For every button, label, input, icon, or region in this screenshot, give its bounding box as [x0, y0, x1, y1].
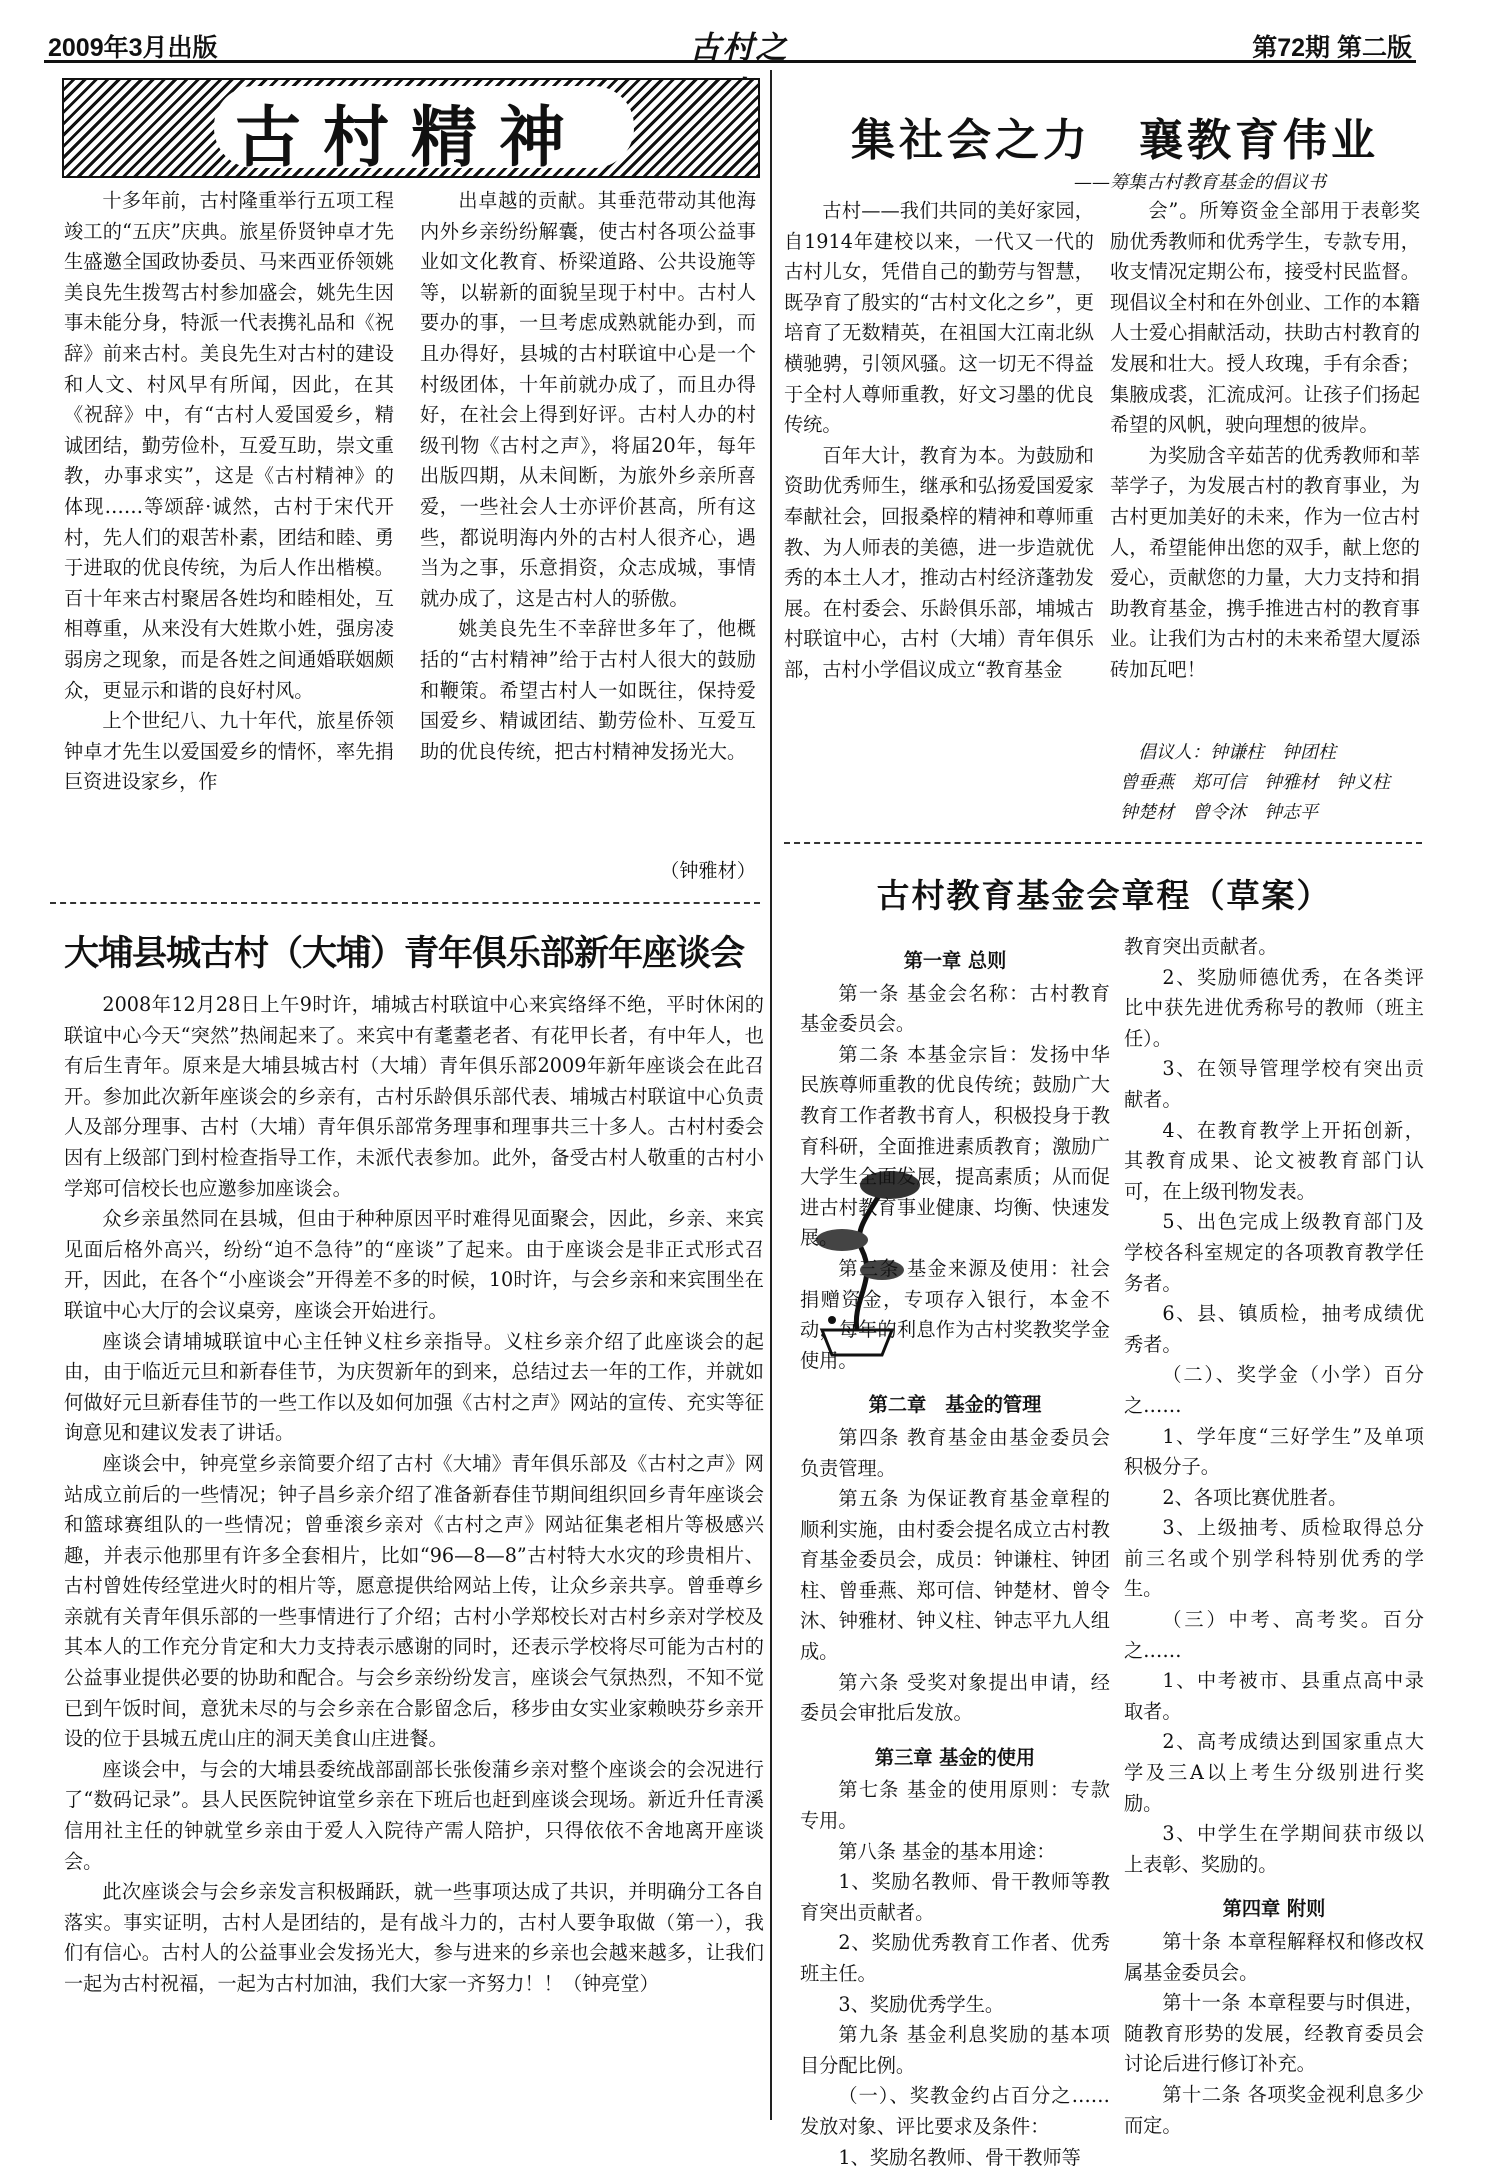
charter-item: 第五条 为保证教育基金章程的顺利实施，由村委会提名成立古村教育基金委员会，成员：钟谦柱、钟团柱、曾垂燕、郑可信、钟楚材、曾令沐、钟雅材、钟义柱、钟志平九人组成。 — [800, 1487, 1110, 1664]
charter-item: 第九条 基金利息奖励的基本项目分配比例。 — [800, 2023, 1110, 2077]
paragraph: 众乡亲虽然同在县城，但由于种种原因平时难得见面聚会，因此，乡亲、来宾见面后格外高兴，纷纷“迫不急待”的“座谈”了起来。由于座谈会是非正式形式召开，因此，在各个“小座谈会”开得差不多的时候，10时许，与会乡亲和来宾围坐在联谊中心大厅的会议桌旁，座谈会开始进行。 — [64, 1207, 764, 1322]
charter-item: 第二章 基金的管理 — [868, 1393, 1042, 1417]
charter-item: 第七条 基金的使用原则：专款专用。 — [800, 1778, 1110, 1833]
issue-number: 第72期 第二版 — [1252, 34, 1412, 62]
initiators-line-2: 曾垂燕 郑可信 钟雅材 钟义柱 — [1120, 772, 1390, 793]
charter-item: 3、上级抽考、质检取得总分前三名或个别学科特别优秀的学生。 — [1124, 1516, 1424, 1601]
initiators-line-3: 钟楚材 曾令沐 钟志平 — [1120, 802, 1318, 823]
charter-item: （二）、奖学金（小学）百分之…… — [1124, 1363, 1424, 1417]
paragraph: 座谈会中，与会的大埔县委统战部副部长张俊蒲乡亲对整个座谈会的会况进行了“数码记录”。县人民医院钟谊堂乡亲在下班后也赶到座谈会现场。新近升任青溪信用社主任的钟就堂乡亲由于爱人入院待产需人陪护，只得依依不舍地离开座谈会。 — [64, 1757, 764, 1873]
charter-item: 第六条 受奖对象提出申请，经委员会审批后发放。 — [800, 1670, 1110, 1725]
section-divider — [784, 842, 1422, 846]
paragraph: 2008年12月28日上午9时许，埔城古村联谊中心来宾络绎不绝，平时休闲的联谊中心今天“突然”热闹起来了。来宾中有耄耋老者、有花甲长者，有中年人，也有后生青年。原来是大埔县城古村（大埔）青年俱乐部2009年新年座谈会在此召开。参加此次新年座谈会的乡亲有，古村乐龄俱乐部代表、埔城古村联谊中心负责人及部分理事、古村（大埔）青年俱乐部常务理事和理事共三十多人。古村村委会因有上级部门到村检查指导工作，未派代表参加。此外，备受古村人敬重的古村小学郑可信校长也应邀参加座谈会。 — [64, 993, 764, 1200]
charter-item: 第二条 本基金宗旨：发扬中华民族尊师重教的优良传统；鼓励广大教育工作者教书育人，积极投身于教育科研，全面推进素质教育；激励广大学生全面发展，提高素质；从而促进古村教育事业健康、均衡、快速发展。 — [800, 1042, 1110, 1250]
charter-item: 3、在领导管理学校有突出贡献者。 — [1124, 1057, 1424, 1111]
charter-column-1 — [800, 932, 1110, 2173]
forum-signature: （钟亮堂） — [562, 1972, 659, 1995]
charter-item: 1、中考被市、县重点高中录取者。 — [1124, 1669, 1424, 1723]
charter-item: 2、高考成绩达到国家重点大学及三A以上考生分级别进行奖励。 — [1124, 1730, 1424, 1815]
column-divider — [770, 70, 772, 2120]
paragraph: 为奖励含辛茹苦的优秀教师和莘莘学子，为发展古村的教育事业，为古村更加美好的未来，作为一位古村人，希望能伸出您的双手，献上您的爱心，贡献您的力量，大力支持和捐助教育基金，携手推进古村的教育事业。让我们为古村的未来希望大厦添砖加瓦吧！ — [1110, 443, 1420, 681]
charter-item: 教育突出贡献者。 — [1124, 935, 1278, 958]
charter-item: 第三章 基金的使用 — [874, 1745, 1036, 1769]
charter-item: 1、奖励名教师、骨干教师等 — [838, 2145, 1081, 2169]
charter-item: 1、奖励名教师、骨干教师等教育突出贡献者。 — [800, 1870, 1110, 1924]
charter-column-2 — [1124, 932, 1424, 2141]
paragraph: 古村——我们共同的美好家园，自1914年建校以来，一代又一代的古村儿女，凭借自己的勤劳与智慧，既孕育了殷实的“古村文化之乡”，更培育了无数精英，在祖国大江南北纵横驰骋，引领风骚。这一切无不得益于全村人尊师重教，好文习墨的优良传统。 — [784, 199, 1094, 437]
charter-item: （一）、奖教金约占百分之……发放对象、评比要求及条件： — [800, 2084, 1110, 2138]
masthead — [44, 22, 1416, 66]
charter-item: 2、各项比赛优胜者。 — [1162, 1485, 1348, 1509]
paragraph: 姚美良先生不幸辞世多年了，他概括的“古村精神”给于古村人很大的鼓励和鞭策。希望古村人一如既往，保持爱国爱乡、精诚团结、勤劳俭朴、互爱互助的优良传统，把古村精神发扬光大。 — [420, 617, 756, 763]
fund-appeal-column-1 — [784, 196, 1094, 686]
issue-date: 2009年3月出版 — [48, 34, 218, 62]
charter-item: 第八条 基金的基本用途： — [838, 1839, 1056, 1863]
paper-name: 古村之 — [689, 30, 789, 66]
paragraph: 会”。所筹资金全部用于表彰奖励优秀教师和优秀学生，专款专用，收支情况定期公布，接受村民监督。现倡议全村和在外创业、工作的本籍人士爱心捐献活动，扶助古村教育的发展和壮大。授人玫瑰，手有余香；集腋成裘，汇流成河。让孩子们扬起希望的风帆，驶向理想的彼岸。 — [1110, 199, 1420, 437]
forum-title: 大埔县城古村（大埔）青年俱乐部新年座谈会 — [64, 933, 745, 974]
spirit-banner — [62, 78, 760, 178]
charter-item: 3、中学生在学期间获市级以上表彰、奖励的。 — [1124, 1822, 1424, 1876]
charter-item: 第一章 总则 — [903, 949, 1007, 972]
charter-item: 5、出色完成上级教育部门及学校各科室规定的各项教育教学任务者。 — [1124, 1210, 1424, 1295]
charter-title: 古村教育基金会章程（草案） — [876, 876, 1332, 915]
forum-article — [64, 990, 764, 2000]
charter-item: 第十二条 各项奖金视利息多少而定。 — [1124, 2082, 1424, 2137]
charter-item: 第十条 本章程解释权和修改权属基金委员会。 — [1124, 1930, 1424, 1984]
charter-item: 第一条 基金会名称：古村教育基金委员会。 — [800, 981, 1110, 1036]
paragraph: 十多年前，古村隆重举行五项工程竣工的“五庆”庆典。旅星侨贤钟卓才先生盛邀全国政协委员、马来西亚侨领姚美良先生拨驾古村参加盛会，姚先生因事未能分身，特派一代表携礼品和《祝辞》前来古村。美良先生对古村的建设和人文、村风早有所闻，因此，在其《祝辞》中，有“古村人爱国爱乡，精诚团结，勤劳俭朴，互爱互助，崇文重教，办事求实”，这是《古村精神》的体现……等颂辞·诚然，古村于宋代开村，先人们的艰苦朴素，团结和睦、勇于进取的优良传统，为后人作出楷模。百十年来古村聚居各姓均和睦相处，互相尊重，从来没有大姓欺小姓，强房凌弱房之现象，而是各姓之间通婚联姻颇众，更显示和谐的良好村风。 — [64, 189, 394, 702]
spirit-column-1 — [64, 186, 394, 798]
charter-item: 第十一条 本章程要与时俱进，随教育形势的发展，经教育委员会讨论后进行修订补充。 — [1124, 1991, 1424, 2076]
spirit-column-2 — [420, 186, 756, 767]
paragraph: 出卓越的贡献。其垂范带动其他海内外乡亲纷纷解囊，使古村各项公益事业如文化教育、桥梁道路、公共设施等等，以崭新的面貌呈现于村中。古村人要办的事，一旦考虑成熟就能办到，而且办得好，县城的古村联谊中心是一个村级团体，十年前就办成了，而且办得好，在社会上得到好评。古村人办的村级刊物《古村之声》，将届20年，每年出版四期，从未间断，为旅外乡亲所喜爱，一些社会人士亦评价甚高，所有这些，都说明海内外的古村人很齐心，遇当为之事，乐意捐资，众志成城，事情就办成了，这是古村人的骄傲。 — [420, 189, 756, 610]
fund-appeal-subtitle: ——筹集古村教育基金的倡议书 — [1074, 172, 1326, 193]
charter-item: 2、奖励师德优秀，在各类评比中获先进优秀称号的教师（班主任）。 — [1124, 965, 1424, 1050]
spirit-signature: （钟雅材） — [660, 859, 756, 882]
charter-item: 第四条 教育基金由基金委员会负责管理。 — [800, 1425, 1110, 1480]
paragraph: 此次座谈会与会乡亲发言积极踊跃，就一些事项达成了共识，并明确分工各自落实。事实证明，古村人是团结的，是有战斗力的，古村人要争取做（第一），我们有信心。古村人的公益事业会发扬光大，参与进来的乡亲也会越来越多，让我们一起为古村祝福，一起为古村加油，我们大家一齐努力！！（钟亮堂） — [64, 1880, 764, 1995]
charter-item: 2、奖励优秀教育工作者、优秀班主任。 — [800, 1931, 1110, 1985]
paragraph: 座谈会请埔城联谊中心主任钟义柱乡亲指导。义柱乡亲介绍了此座谈会的起由，由于临近元旦和新春佳节，为庆贺新年的到来，总结过去一年的工作，并就如何做好元旦新春佳节的一些工作以及如何加强《古村之声》网站的宣传、充实等征询意见和建议发表了讲话。 — [64, 1329, 764, 1445]
charter-item: 6、县、镇质检，抽考成绩优秀者。 — [1124, 1302, 1424, 1356]
charter-item: （三）中考、高考奖。百分之…… — [1124, 1608, 1424, 1662]
initiators-line-1: 倡议人：钟谦柱 钟团柱 — [1138, 742, 1336, 763]
paragraph: 座谈会中，钟亮堂乡亲简要介绍了古村《大埔》青年俱乐部及《古村之声》网站成立前后的一些情况；钟子昌乡亲介绍了准备新春佳节期间组织回乡青年座谈会和篮球赛组队的一些情况；曾垂滚乡亲对《古村之声》网站征集老相片等极感兴趣，并表示他那里有许多全套相片，比如“96—8—8”古村特大水灾的珍贵相片、古村曾姓传经堂进火时的相片等，愿意提供给网站上传，让众乡亲共享。曾垂尊乡亲就有关青年俱乐部的一些事情进行了介绍；古村小学郑校长对古村乡亲对学校及其本人的工作充分肯定和大力支持表示感谢的同时，还表示学校将尽可能为古村的公益事业提供必要的协助和配合。与会乡亲纷纷发言，座谈会气氛热烈，不知不觉已到午饭时间，意犹未尽的与会乡亲在合影留念后，移步由女实业家赖映芬乡亲开设的位于县城五虎山庄的洞天美食山庄进餐。 — [64, 1451, 764, 1751]
paragraph: 上个世纪八、九十年代，旅星侨领钟卓才先生以爱国爱乡的情怀，率先捐巨资进设家乡，作 — [64, 709, 394, 794]
charter-item: 第四章 附则 — [1222, 1897, 1326, 1921]
fund-appeal-column-2 — [1110, 196, 1420, 686]
spirit-title: 古村精神 — [235, 98, 587, 176]
charter-item: 4、在教育教学上开拓创新，其教育成果、论文被教育部门认可，在上级刊物发表。 — [1124, 1118, 1424, 1203]
charter-item: 3、奖励优秀学生。 — [838, 1992, 1005, 2016]
section-divider — [50, 902, 760, 906]
initiators — [1120, 738, 1420, 828]
charter-item: 1、学年度“三好学生”及单项积极分子。 — [1124, 1424, 1424, 1479]
paragraph: 百年大计，教育为本。为鼓励和资助优秀师生，继承和弘扬爱国爱家奉献社会，回报桑梓的精神和尊师重教、为人师表的美德，进一步造就优秀的本土人才，推动古村经济蓬勃发展。在村委会、乐龄俱乐部，埔城古村联谊中心，古村（大埔）青年俱乐部，古村小学倡议成立“教育基金 — [784, 443, 1094, 681]
fund-appeal-title: 集社会之力 襄教育伟业 — [851, 115, 1379, 166]
charter-item: 第三条 基金来源及使用：社会捐赠资金，专项存入银行，本金不动，每年的利息作为古村奖教奖学金使用。 — [800, 1256, 1110, 1372]
